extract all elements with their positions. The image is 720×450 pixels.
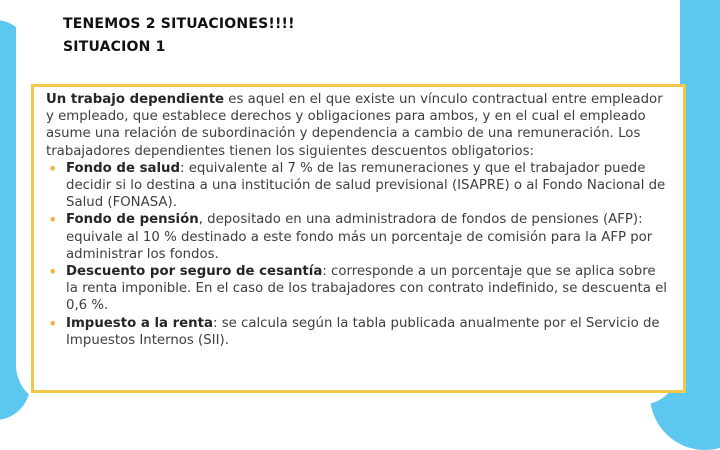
list-item	[46, 160, 671, 212]
slide-subtitle: SITUACION 1	[63, 39, 166, 55]
item-text: : corresponde a un porcentaje que se aplica sobre la renta imponible. En el caso de los trabajadores con contrato indefinido, se descuenta el 0,6 %.	[66, 264, 667, 314]
card-content	[46, 91, 671, 349]
intro-term: Un trabajo dependiente	[46, 92, 225, 107]
definition-card	[31, 84, 686, 393]
item-text: , depositado en una administradora de fondos de pensiones (AFP): equivale al 10 % destinado a este fondo más un porcentaje de comisión para la AFP por administrar los fondos.	[66, 212, 653, 262]
bullet-icon: •	[48, 210, 58, 230]
list-item	[46, 211, 671, 263]
slide-title: TENEMOS 2 SITUACIONES!!!!	[63, 16, 295, 32]
item-term: Descuento por seguro de cesantía	[66, 264, 323, 280]
item-text: : se calcula según la tabla publicada anualmente por el Servicio de Impuestos Internos (SII).	[66, 315, 660, 348]
item-term: Fondo de salud	[66, 160, 181, 176]
list-item	[46, 315, 671, 349]
slide-header	[63, 13, 295, 59]
item-text: : equivalente al 7 % de las remuneraciones y que el trabajador puede decidir si lo destina a una institución de salud previsional (ISAPRE) o al Fondo Nacional de Salud (FONASA).	[66, 160, 666, 211]
item-term: Fondo de pensión	[66, 212, 199, 228]
bullet-icon: •	[48, 158, 58, 178]
intro-paragraph	[46, 91, 671, 160]
item-term: Impuesto a la renta	[66, 315, 213, 331]
bullet-icon: •	[48, 262, 58, 282]
list-item	[46, 263, 671, 315]
deductions-list	[46, 160, 671, 349]
bullet-icon: •	[48, 313, 58, 333]
intro-text: es aquel en el que existe un vínculo contractual entre empleador y empleado, que establece derechos y obligaciones para ambos, y en el cual el empleado asume una relación de subordinación y dependencia a cambio de una remuneración. Los trabajadores dependientes tienen los siguientes descuentos obligatorios:	[46, 92, 663, 159]
